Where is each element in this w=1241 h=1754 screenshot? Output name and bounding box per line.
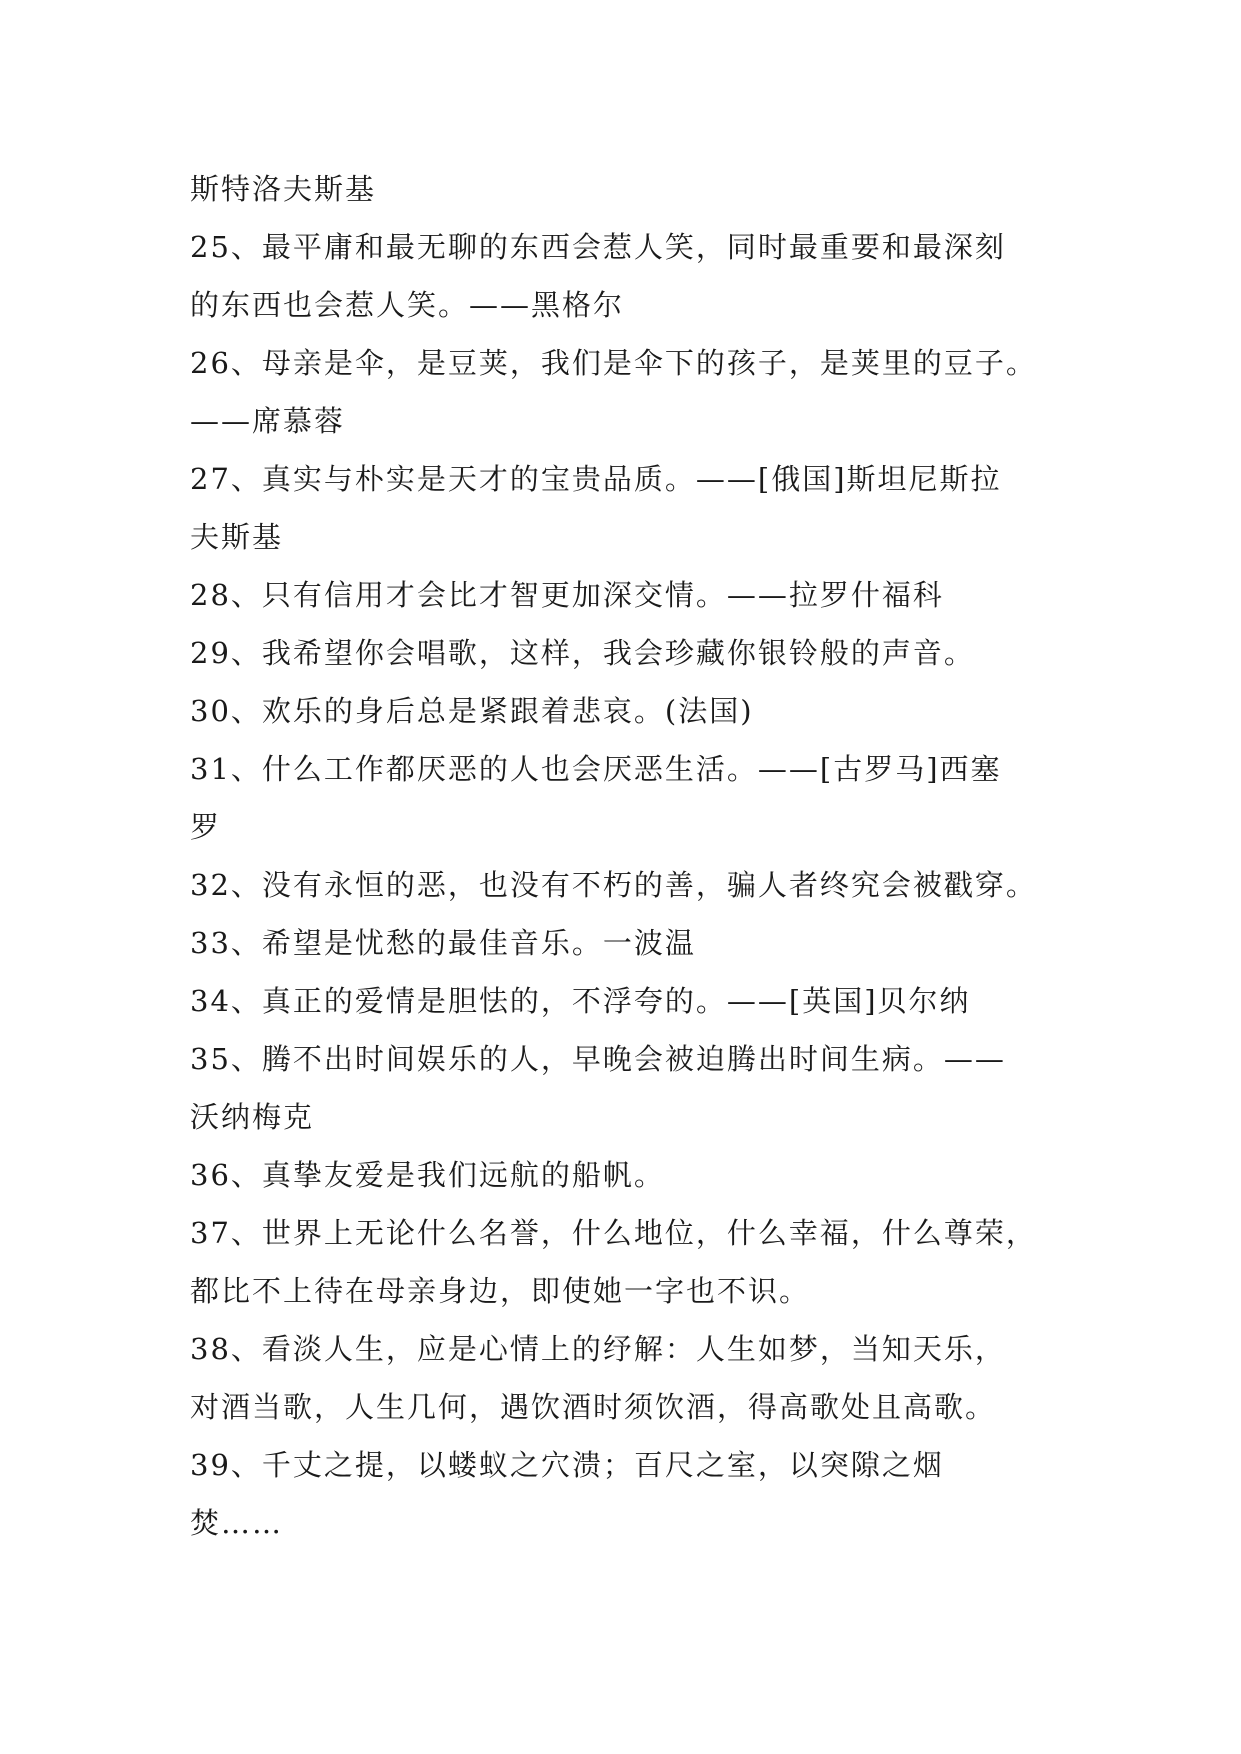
- text-line: 夫斯基: [190, 520, 284, 554]
- text-line: 沃纳梅克: [190, 1100, 315, 1134]
- text-line: 斯特洛夫斯基: [190, 172, 377, 206]
- text-line: 33、希望是忧愁的最佳音乐。一波温: [190, 926, 696, 960]
- text-line: 29、我希望你会唱歌，这样，我会珍藏你银铃般的声音。: [190, 636, 975, 670]
- text-line: 27、真实与朴实是天才的宝贵品质。——[俄国]斯坦尼斯拉: [190, 462, 1002, 496]
- text-line: 31、什么工作都厌恶的人也会厌恶生活。——[古罗马]西塞: [190, 752, 1002, 786]
- text-line: 25、最平庸和最无聊的东西会惹人笑，同时最重要和最深刻: [190, 230, 1006, 264]
- text-line: 都比不上待在母亲身边，即使她一字也不识。: [190, 1274, 811, 1308]
- text-line: 39、千丈之提，以蝼蚁之穴溃；百尺之室，以突隙之烟: [190, 1448, 944, 1482]
- text-line: ——席慕蓉: [190, 404, 346, 438]
- text-line: 37、世界上无论什么名誉，什么地位，什么幸福，什么尊荣，: [190, 1216, 1037, 1250]
- text-line: 30、欢乐的身后总是紧跟着悲哀。(法国): [190, 694, 754, 728]
- text-line: 28、只有信用才会比才智更加深交情。——拉罗什福科: [190, 578, 944, 612]
- text-line: 罗: [190, 810, 222, 844]
- text-line: 焚……: [190, 1506, 284, 1540]
- document-body: [190, 160, 1070, 1552]
- text-line: 35、腾不出时间娱乐的人，早晚会被迫腾出时间生病。——: [190, 1042, 1006, 1076]
- text-line: 34、真正的爱情是胆怯的，不浮夸的。——[英国]贝尔纳: [190, 984, 971, 1018]
- text-line: 26、母亲是伞，是豆荚，我们是伞下的孩子，是荚里的豆子。: [190, 346, 1037, 380]
- text-line: 38、看淡人生，应是心情上的纾解：人生如梦，当知天乐，: [190, 1332, 1006, 1366]
- text-line: 对酒当歌，人生几何，遇饮酒时须饮酒，得高歌处且高歌。: [190, 1390, 997, 1424]
- text-line: 36、真挚友爱是我们远航的船帆。: [190, 1158, 665, 1192]
- text-line: 的东西也会惹人笑。——黑格尔: [190, 288, 625, 322]
- text-line: 32、没有永恒的恶，也没有不朽的善，骗人者终究会被戳穿。: [190, 868, 1037, 902]
